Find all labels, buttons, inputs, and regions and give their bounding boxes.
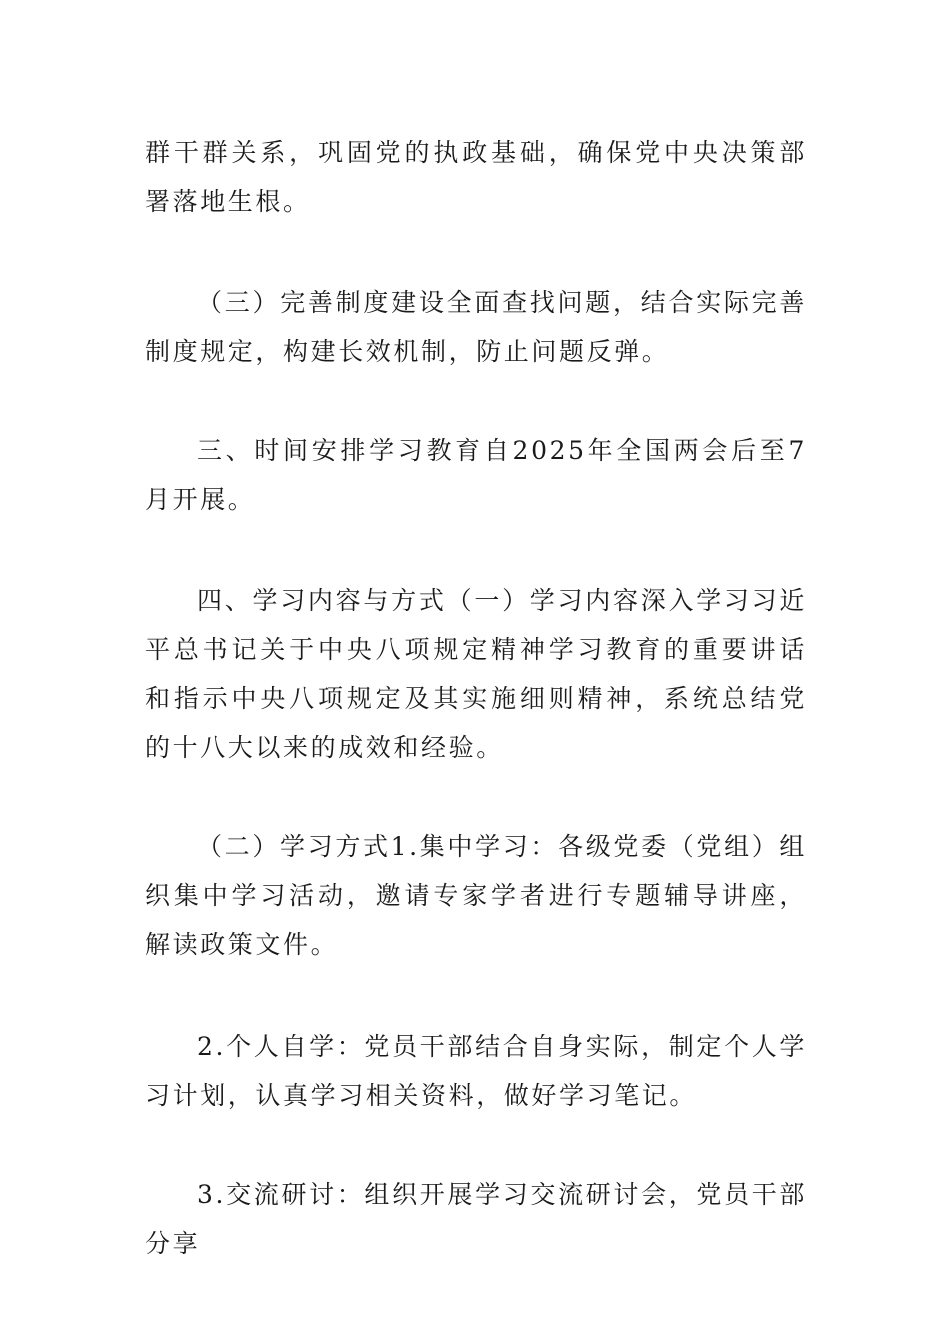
paragraph-time-arrangement: 三、时间安排学习教育自2025年全国两会后至7月开展。 [145, 436, 807, 514]
paragraph-section-three-system: （三）完善制度建设全面查找问题，结合实际完善制度规定，构建长效机制，防止问题反弹。 [145, 288, 807, 366]
paragraph-exchange-discussion: 3.交流研讨：组织开展学习交流研讨会，党员干部分享 [145, 1180, 807, 1258]
paragraph-continuation: 群干群关系，巩固党的执政基础，确保党中央决策部署落地生根。 [145, 138, 807, 216]
paragraph-study-method: （二）学习方式1.集中学习：各级党委（党组）组织集中学习活动，邀请专家学者进行专题辅导讲座，解读政策文件。 [145, 832, 807, 959]
paragraph-self-study: 2.个人自学：党员干部结合自身实际，制定个人学习计划，认真学习相关资料，做好学习笔记。 [145, 1032, 807, 1110]
paragraph-study-content: 四、学习内容与方式（一）学习内容深入学习习近平总书记关于中央八项规定精神学习教育的重要讲话和指示中央八项规定及其实施细则精神，系统总结党的十八大以来的成效和经验。 [145, 586, 807, 762]
